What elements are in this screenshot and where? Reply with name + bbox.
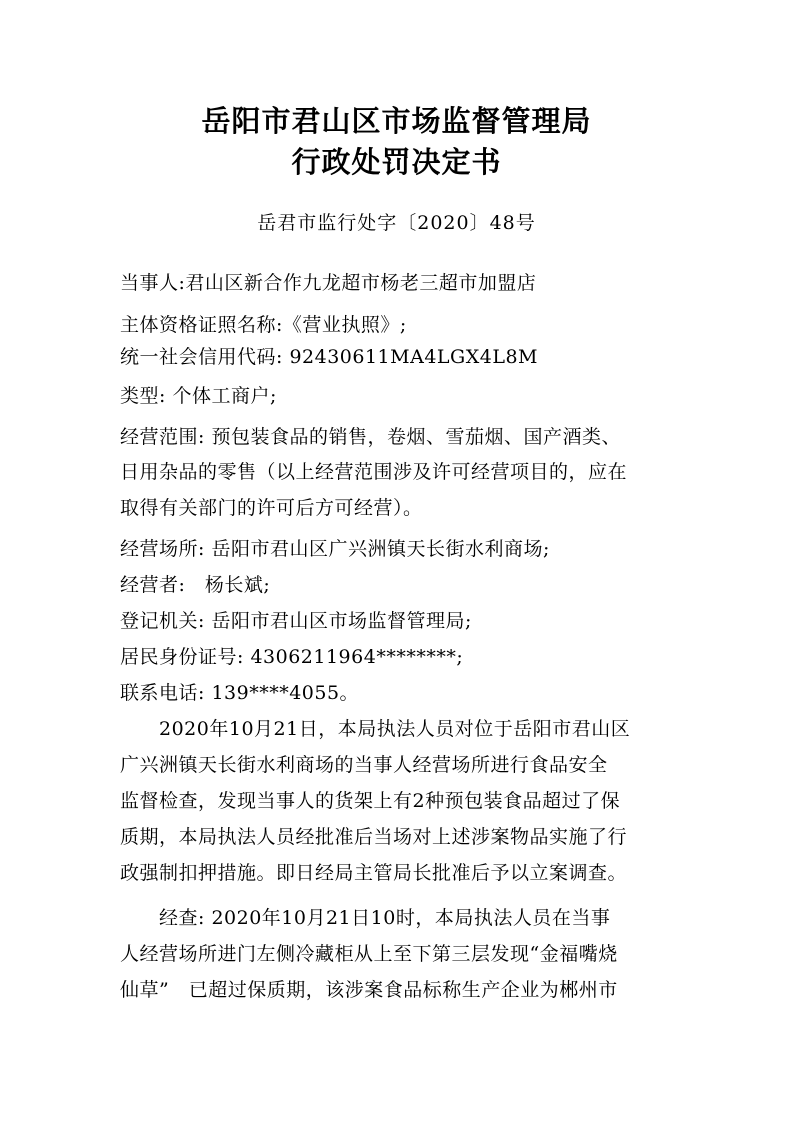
license-name-line: 主体资格证照名称:《营业执照》; xyxy=(120,314,407,336)
document-title-agency: 岳阳市君山区市场监督管理局 xyxy=(201,104,592,138)
body-paragraph-1-line-3: 监督检查，发现当事人的货架上有2种预包装食品超过了保 xyxy=(120,790,621,812)
body-paragraph-1-line-5: 政强制扣押措施。即日经局主管局长批准后予以立案调查。 xyxy=(120,862,628,884)
registration-authority-line: 登记机关: 岳阳市君山区市场监督管理局; xyxy=(120,610,472,632)
business-type-line: 类型: 个体工商户; xyxy=(120,385,277,407)
business-scope-line-2: 日用杂品的零售（以上经营范围涉及许可经营项目的，应在 xyxy=(120,461,628,483)
body-paragraph-1-line-1: 2020年10月21日，本局执法人员对位于岳阳市君山区 xyxy=(159,718,631,740)
credit-code-line: 统一社会信用代码: 92430611MA4LGX4L8M xyxy=(120,346,538,368)
party-name-line: 当事人:君山区新合作九龙超市杨老三超市加盟店 xyxy=(120,272,537,294)
document-number: 岳君市监行处字〔2020〕48号 xyxy=(257,212,536,234)
body-paragraph-2-line-3: 仙草” 已超过保质期，该涉案食品标称生产企业为郴州市 xyxy=(120,979,618,1001)
document-title-type: 行政处罚决定书 xyxy=(291,145,502,179)
id-number-line: 居民身份证号: 4306211964********; xyxy=(120,646,464,668)
body-paragraph-2-line-1: 经查: 2020年10月21日10时，本局执法人员在当事 xyxy=(159,907,611,929)
business-scope-line-1: 经营范围: 预包装食品的销售，卷烟、雪茄烟、国产酒类、 xyxy=(120,426,621,448)
operator-line: 经营者: 杨长斌; xyxy=(120,574,271,596)
business-premises-line: 经营场所: 岳阳市君山区广兴洲镇天长街水利商场; xyxy=(120,538,550,560)
body-paragraph-1-line-4: 质期，本局执法人员经批准后当场对上述涉案物品实施了行 xyxy=(120,826,628,848)
phone-line: 联系电话: 139****4055。 xyxy=(120,682,360,704)
body-paragraph-1-line-2: 广兴洲镇天长街水利商场的当事人经营场所进行食品安全 xyxy=(120,754,608,776)
body-paragraph-2-line-2: 人经营场所进门左侧冷藏柜从上至下第三层发现“金福嘴烧 xyxy=(120,943,618,965)
business-scope-line-3: 取得有关部门的许可后方可经营）。 xyxy=(120,497,423,519)
